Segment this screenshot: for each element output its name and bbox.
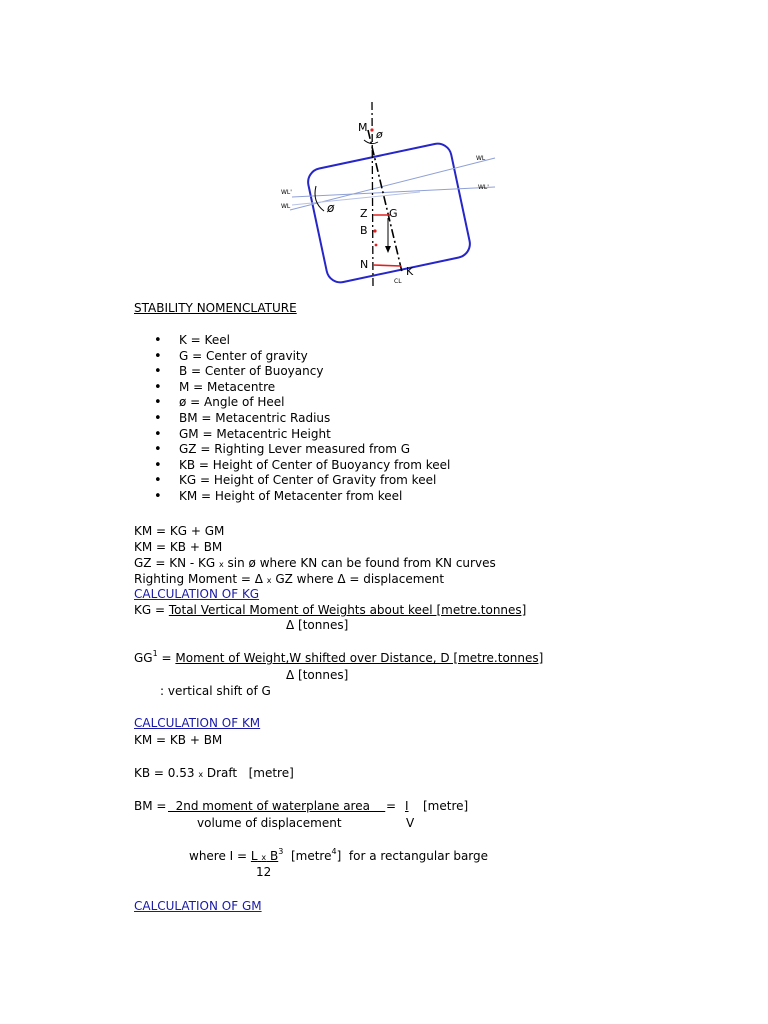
gg-note: : vertical shift of G	[160, 684, 271, 698]
kb-part-b: Draft [metre]	[203, 766, 294, 780]
label-m: M	[358, 121, 368, 134]
bm-unit: [metre]	[423, 799, 469, 813]
inertia-numerator	[251, 849, 278, 863]
kg-section-title[interactable]: CALCULATION OF KG	[134, 587, 260, 601]
gg-superscript: 1	[152, 649, 158, 658]
nk-lever	[373, 265, 401, 266]
equation-km-kb-bm: KM = KB + BM	[134, 540, 223, 554]
inertia-exponent: 3	[278, 847, 284, 856]
waterline-wl1	[292, 187, 495, 197]
inertia-formula	[189, 849, 488, 865]
km-equation: KM = KB + BM	[134, 733, 223, 747]
list-item: • M = Metacentre	[134, 380, 450, 396]
bm-numerator: 2nd moment of waterplane area	[168, 799, 386, 813]
label-wl1-left: WL'	[281, 189, 292, 196]
gg-eq: =	[157, 651, 176, 665]
bm-lhs: BM =	[134, 799, 167, 813]
label-n: N	[360, 258, 369, 271]
gg-numerator: Moment of Weight,W shifted over Distance, D [metre.tonnes]	[175, 651, 544, 665]
bm-equals: =	[386, 799, 397, 813]
equation-gz	[134, 556, 496, 572]
list-item: • KG = Height of Center of Gravity from keel	[134, 473, 450, 489]
m-dot	[370, 128, 373, 131]
angle-arc-left	[315, 186, 324, 211]
list-item: • GM = Metacentric Height	[134, 427, 450, 443]
kb-equation	[134, 766, 294, 782]
list-item: • BM = Metacentric Radius	[134, 411, 450, 427]
equation-rm-part-b: GZ where Δ = displacement	[271, 572, 445, 586]
multiply-sign: x	[266, 576, 272, 585]
section-heading: STABILITY NOMENCLATURE	[134, 301, 297, 315]
buoyancy-dot-2	[375, 244, 378, 247]
list-item: • KM = Height of Metacenter from keel	[134, 489, 450, 505]
list-item: • G = Center of gravity	[134, 349, 450, 365]
label-phi-left: ø	[327, 201, 335, 215]
label-phi-top: ø	[376, 128, 383, 141]
bm-i: I	[405, 799, 409, 813]
inertia-denominator: 12	[256, 865, 272, 879]
kg-formula	[134, 603, 526, 617]
stability-diagram	[0, 0, 768, 300]
list-item: • KB = Height of Center of Buoyancy from keel	[134, 458, 450, 474]
inertia-unit-exponent: 4	[331, 847, 337, 856]
nomenclature-list	[134, 333, 450, 505]
inertia-prefix: where I =	[189, 849, 251, 863]
list-item: • B = Center of Buoyancy	[134, 364, 450, 380]
label-b: B	[360, 224, 368, 237]
buoyancy-dot	[373, 229, 376, 232]
gg-lhs: GG	[134, 651, 153, 665]
label-g: G	[389, 207, 398, 220]
multiply-sign: x	[261, 853, 267, 862]
label-centerline: CL	[394, 278, 402, 285]
kg-denominator: Δ [tonnes]	[286, 618, 349, 632]
kg-numerator: Total Vertical Moment of Weights about keel [metre.tonnes]	[168, 603, 527, 617]
gm-section-title[interactable]: CALCULATION OF GM	[134, 899, 262, 913]
multiply-sign: x	[198, 770, 204, 779]
label-z: Z	[360, 207, 368, 220]
gg-denominator: Δ [tonnes]	[286, 668, 349, 682]
inertia-unit-a: [metre	[290, 849, 332, 863]
equation-rm-part-a: Righting Moment = Δ	[134, 572, 267, 586]
km-section-title[interactable]: CALCULATION OF KM	[134, 716, 261, 730]
bm-v: V	[406, 816, 415, 830]
label-wl-left: WL	[281, 203, 291, 210]
label-k: K	[406, 265, 414, 278]
kg-prefix: KG =	[134, 603, 169, 617]
list-item: • K = Keel	[134, 333, 450, 349]
label-wl-right: WL	[476, 155, 486, 162]
gravity-arrowhead	[385, 246, 391, 253]
gg-formula	[134, 651, 543, 665]
inertia-l: L	[250, 849, 258, 863]
inertia-b: B	[269, 849, 279, 863]
kb-part-a: KB = 0.53	[134, 766, 199, 780]
list-item: • GZ = Righting Lever measured from G	[134, 442, 450, 458]
equation-gz-part-b: sin ø where KN can be found from KN curves	[223, 556, 496, 570]
equation-gz-part-a: GZ = KN - KG	[134, 556, 219, 570]
inertia-unit-b: ] for a rectangular barge	[336, 849, 489, 863]
equation-km-kg-gm: KM = KG + GM	[134, 524, 225, 538]
multiply-sign: x	[219, 560, 224, 569]
label-wl1-right: WL'	[478, 184, 489, 191]
list-item: • ø = Angle of Heel	[134, 395, 450, 411]
equation-righting-moment	[134, 572, 444, 588]
bm-denominator: volume of displacement	[197, 816, 342, 830]
